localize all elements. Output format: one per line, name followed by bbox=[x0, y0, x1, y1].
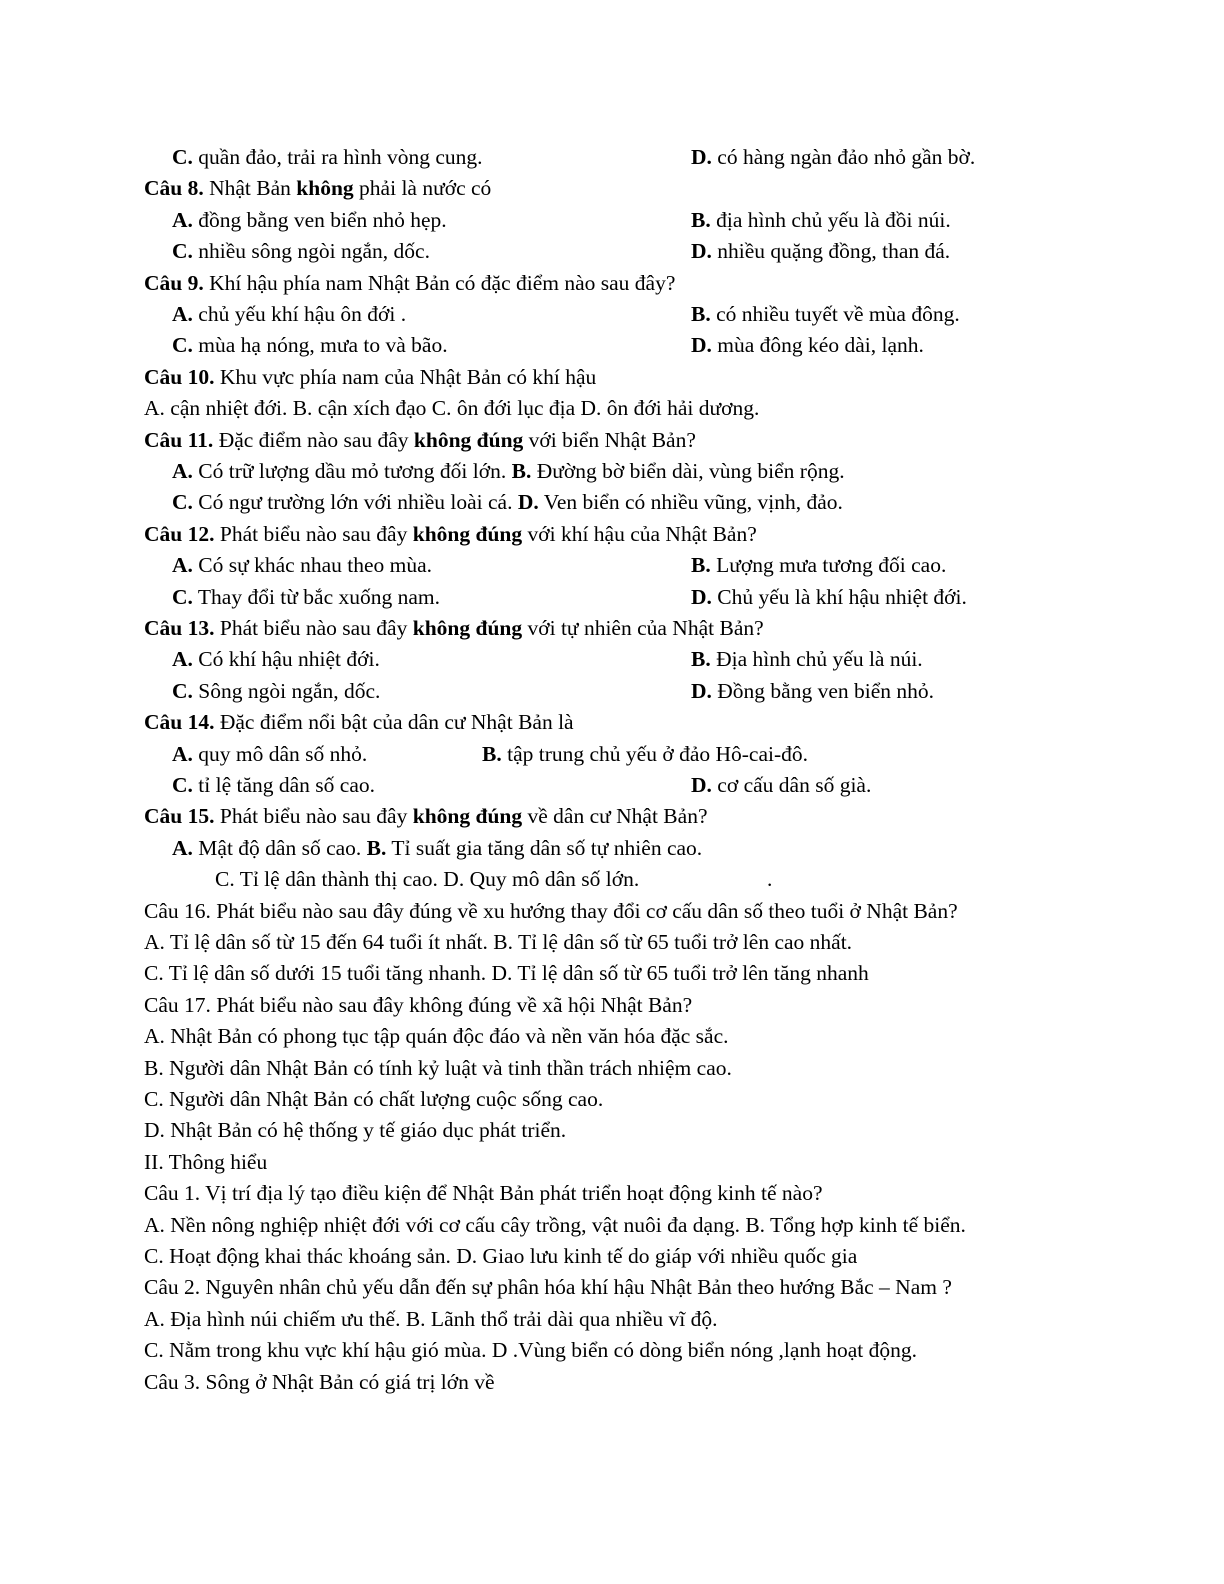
question-text: Khí hậu phía nam Nhật Bản có đặc điểm nào sau đây? bbox=[203, 271, 676, 295]
answer-option bbox=[172, 208, 447, 232]
line-text: C. Tỉ lệ dân số dưới 15 tuổi tăng nhanh. D. Tỉ lệ dân số từ 65 tuổi trở lên tăng nhanh bbox=[144, 961, 869, 985]
option-letter: A. bbox=[172, 647, 193, 671]
line-text: Câu 2. Nguyên nhân chủ yếu dẫn đến sự phân hóa khí hậu Nhật Bản theo hướng Bắc – Nam ? bbox=[144, 1275, 952, 1299]
question-text: với biển Nhật Bản? bbox=[523, 428, 696, 452]
answer-option bbox=[172, 773, 375, 797]
stray-dot: . bbox=[767, 867, 773, 891]
question-emphasis: không đúng bbox=[412, 616, 523, 640]
text-line bbox=[144, 1150, 267, 1174]
answer-row bbox=[172, 459, 845, 483]
question-text: với tự nhiên của Nhật Bản? bbox=[522, 616, 764, 640]
option-text: chủ yếu khí hậu ôn đới . bbox=[192, 302, 407, 326]
text-line bbox=[144, 1275, 952, 1299]
option-letter: D. bbox=[691, 145, 712, 169]
option-text: Thay đổi từ bắc xuống nam. bbox=[192, 585, 441, 609]
line-text: A. Nhật Bản có phong tục tập quán độc đáo và nền văn hóa đặc sắc. bbox=[144, 1024, 729, 1048]
option-text: Có sự khác nhau theo mùa. bbox=[192, 553, 433, 577]
question-text: về dân cư Nhật Bản? bbox=[522, 804, 708, 828]
text-line bbox=[144, 396, 759, 420]
option-letter: D. bbox=[691, 773, 712, 797]
option-letter: B. bbox=[366, 836, 387, 860]
option-letter: B. bbox=[691, 647, 711, 671]
option-text: Đồng bằng ven biển nhỏ. bbox=[711, 679, 935, 703]
option-text: Lượng mưa tương đối cao. bbox=[710, 553, 947, 577]
line-text: Câu 17. Phát biểu nào sau đây không đúng về xã hội Nhật Bản? bbox=[144, 993, 693, 1017]
question-line bbox=[144, 616, 764, 640]
option-letter: D. bbox=[691, 679, 712, 703]
answer-option bbox=[172, 647, 380, 671]
option-text: C. Tỉ lệ dân thành thị cao. D. Quy mô dân số lớn. bbox=[215, 867, 640, 891]
option-letter: D. bbox=[691, 585, 712, 609]
option-text: Đường bờ biển dài, vùng biển rộng. bbox=[531, 459, 845, 483]
option-letter: B. bbox=[691, 208, 711, 232]
answer-option bbox=[691, 647, 923, 671]
answer-option bbox=[691, 145, 975, 169]
text-line bbox=[144, 993, 692, 1017]
line-text: II. Thông hiểu bbox=[144, 1150, 268, 1174]
question-emphasis: không đúng bbox=[412, 804, 523, 828]
line-text: Câu 3. Sông ở Nhật Bản có giá trị lớn về bbox=[144, 1370, 495, 1394]
question-text: Đặc điểm nào sau đây bbox=[213, 428, 414, 452]
question-text: Nhật Bản bbox=[203, 176, 297, 200]
question-text: Phát biểu nào sau đây bbox=[214, 522, 413, 546]
question-line bbox=[144, 522, 757, 546]
option-text: nhiều sông ngòi ngắn, dốc. bbox=[192, 239, 430, 263]
text-line bbox=[144, 1024, 729, 1048]
line-text: C. Người dân Nhật Bản có chất lượng cuộc sống cao. bbox=[144, 1087, 604, 1111]
option-letter: C. bbox=[172, 239, 193, 263]
answer-row bbox=[172, 836, 702, 860]
line-text: B. Người dân Nhật Bản có tính kỷ luật và tinh thần trách nhiệm cao. bbox=[144, 1056, 732, 1080]
text-line bbox=[144, 1338, 917, 1362]
answer-option bbox=[172, 145, 482, 169]
option-letter: A. bbox=[172, 553, 193, 577]
question-text: với khí hậu của Nhật Bản? bbox=[522, 522, 757, 546]
text-line bbox=[144, 930, 852, 954]
question-emphasis: không bbox=[296, 176, 354, 200]
line-text: A. Tỉ lệ dân số từ 15 đến 64 tuổi ít nhất. B. Tỉ lệ dân số từ 65 tuổi trở lên cao nhất. bbox=[144, 930, 853, 954]
question-number: Câu 8. bbox=[144, 176, 204, 200]
answer-option bbox=[172, 679, 380, 703]
question-line bbox=[144, 428, 696, 452]
line-text: Câu 1. Vị trí địa lý tạo điều kiện để Nhật Bản phát triển hoạt động kinh tế nào? bbox=[144, 1181, 823, 1205]
text-line bbox=[144, 1213, 966, 1237]
text-line bbox=[144, 899, 958, 923]
option-letter: C. bbox=[172, 773, 193, 797]
text-line bbox=[144, 1056, 732, 1080]
option-text: tập trung chủ yếu ở đảo Hô-cai-đô. bbox=[501, 742, 809, 766]
text-line bbox=[144, 1087, 603, 1111]
option-text: Chủ yếu là khí hậu nhiệt đới. bbox=[711, 585, 967, 609]
answer-option bbox=[691, 679, 934, 703]
question-line bbox=[144, 176, 491, 200]
option-letter: C. bbox=[172, 679, 193, 703]
text-line bbox=[144, 1244, 857, 1268]
option-letter: D. bbox=[691, 239, 712, 263]
option-text: quy mô dân số nhỏ. bbox=[192, 742, 368, 766]
question-text: Khu vực phía nam của Nhật Bản có khí hậu bbox=[214, 365, 597, 389]
question-number: Câu 11. bbox=[144, 428, 214, 452]
option-text: Có khí hậu nhiệt đới. bbox=[192, 647, 380, 671]
line-text: A. Nền nông nghiệp nhiệt đới với cơ cấu cây trồng, vật nuôi đa dạng. B. Tổng hợp kinh tế biển. bbox=[144, 1213, 966, 1237]
answer-option bbox=[172, 333, 448, 357]
text-line bbox=[144, 1118, 566, 1142]
question-number: Câu 15. bbox=[144, 804, 215, 828]
option-text: có hàng ngàn đảo nhỏ gần bờ. bbox=[711, 145, 976, 169]
option-letter: A. bbox=[172, 302, 193, 326]
option-text: mùa đông kéo dài, lạnh. bbox=[711, 333, 924, 357]
option-letter: B. bbox=[482, 742, 502, 766]
option-text: quần đảo, trải ra hình vòng cung. bbox=[192, 145, 483, 169]
line-text: C. Nằm trong khu vực khí hậu gió mùa. D .Vùng biển có dòng biển nóng ,lạnh hoạt động. bbox=[144, 1338, 918, 1362]
option-letter: C. bbox=[172, 585, 193, 609]
option-text: Có ngư trường lớn với nhiều loài cá. bbox=[192, 490, 518, 514]
option-text: mùa hạ nóng, mưa to và bão. bbox=[192, 333, 448, 357]
question-text: Phát biểu nào sau đây bbox=[214, 804, 413, 828]
text-line bbox=[144, 1370, 495, 1394]
option-text: Tỉ suất gia tăng dân số tự nhiên cao. bbox=[386, 836, 703, 860]
option-text: đồng bằng ven biển nhỏ hẹp. bbox=[192, 208, 447, 232]
option-text: Có trữ lượng dầu mỏ tương đối lớn. bbox=[192, 459, 512, 483]
question-text: Đặc điểm nổi bật của dân cư Nhật Bản là bbox=[214, 710, 574, 734]
question-number: Câu 9. bbox=[144, 271, 204, 295]
answer-option bbox=[691, 553, 946, 577]
answer-option bbox=[172, 239, 430, 263]
question-number: Câu 14. bbox=[144, 710, 215, 734]
option-letter: A. bbox=[172, 459, 193, 483]
option-text: tỉ lệ tăng dân số cao. bbox=[192, 773, 376, 797]
option-letter: A. bbox=[172, 208, 193, 232]
answer-option bbox=[691, 239, 950, 263]
option-text: địa hình chủ yếu là đồi núi. bbox=[710, 208, 951, 232]
question-emphasis: không đúng bbox=[412, 522, 523, 546]
question-line bbox=[144, 365, 596, 389]
answer-option bbox=[172, 302, 406, 326]
option-letter: B. bbox=[691, 302, 711, 326]
option-text: Ven biển có nhiều vũng, vịnh, đảo. bbox=[538, 490, 843, 514]
option-letter: C. bbox=[172, 490, 193, 514]
option-text: nhiều quặng đồng, than đá. bbox=[711, 239, 951, 263]
line-text: Câu 16. Phát biểu nào sau đây đúng về xu hướng thay đổi cơ cấu dân số theo tuổi ở Nhật Bản? bbox=[144, 899, 958, 923]
answer-option bbox=[691, 208, 951, 232]
answer-option bbox=[172, 585, 440, 609]
answer-option bbox=[691, 302, 960, 326]
question-text: phải là nước có bbox=[353, 176, 492, 200]
answer-option bbox=[172, 742, 367, 766]
answer-option bbox=[691, 333, 924, 357]
line-text: C. Hoạt động khai thác khoáng sản. D. Giao lưu kinh tế do giáp với nhiều quốc gia bbox=[144, 1244, 858, 1268]
answer-row bbox=[172, 490, 843, 514]
text-line bbox=[144, 1307, 718, 1331]
question-number: Câu 12. bbox=[144, 522, 215, 546]
question-number: Câu 13. bbox=[144, 616, 215, 640]
text-line bbox=[144, 1181, 823, 1205]
option-letter: A. bbox=[172, 836, 193, 860]
option-letter: C. bbox=[172, 333, 193, 357]
text-line bbox=[144, 961, 869, 985]
option-letter: B. bbox=[511, 459, 532, 483]
line-text: A. Địa hình núi chiếm ưu thế. B. Lãnh thổ trải dài qua nhiều vĩ độ. bbox=[144, 1307, 718, 1331]
question-number: Câu 10. bbox=[144, 365, 215, 389]
option-text: cơ cấu dân số già. bbox=[711, 773, 872, 797]
option-letter: A. bbox=[172, 742, 193, 766]
question-text: Phát biểu nào sau đây bbox=[214, 616, 413, 640]
question-emphasis: không đúng bbox=[413, 428, 524, 452]
option-letter: D. bbox=[517, 490, 539, 514]
answer-option bbox=[691, 773, 871, 797]
question-line bbox=[144, 710, 574, 734]
line-text: D. Nhật Bản có hệ thống y tế giáo dục phát triển. bbox=[144, 1118, 567, 1142]
option-text: Mật độ dân số cao. bbox=[192, 836, 367, 860]
line-text: A. cận nhiệt đới. B. cận xích đạo C. ôn đới lục địa D. ôn đới hải dương. bbox=[144, 396, 760, 420]
option-letter: D. bbox=[691, 333, 712, 357]
answer-option bbox=[172, 553, 432, 577]
answer-option bbox=[482, 742, 808, 766]
question-line bbox=[144, 804, 707, 828]
question-line bbox=[144, 271, 675, 295]
option-text: Địa hình chủ yếu là núi. bbox=[710, 647, 923, 671]
option-text: có nhiều tuyết về mùa đông. bbox=[710, 302, 960, 326]
option-letter: B. bbox=[691, 553, 711, 577]
answer-option bbox=[691, 585, 967, 609]
option-letter: C. bbox=[172, 145, 193, 169]
option-text: Sông ngòi ngắn, dốc. bbox=[192, 679, 381, 703]
